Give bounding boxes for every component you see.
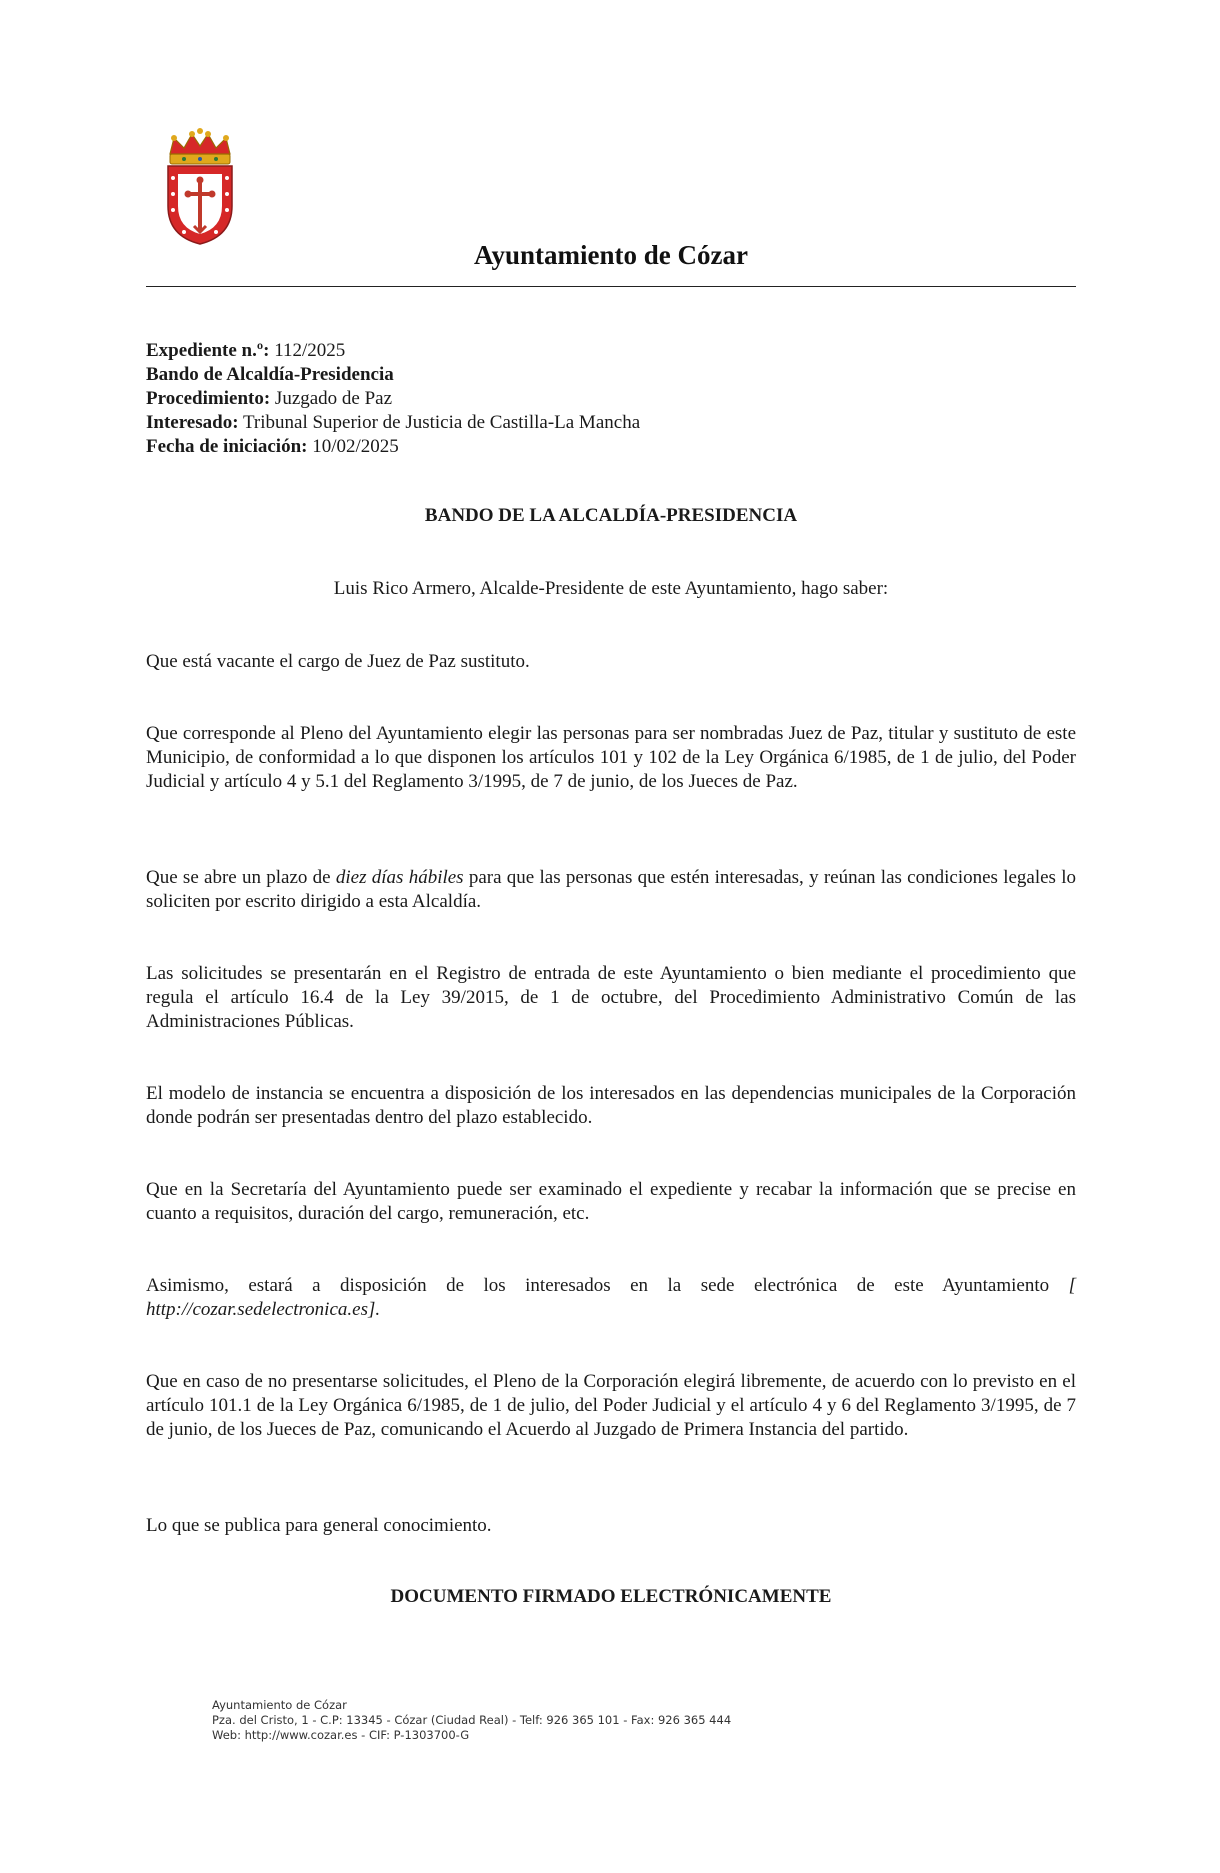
- paragraph-submission: Las solicitudes se presentarán en el Registro de entrada de este Ayuntamiento o bien mediante el procedimiento que regula el artículo 16.4 de la Ley 39/2015, de 1 de octubre, del Procedimiento Administrativo Común de las Administraciones Públicas.: [146, 963, 1076, 1032]
- expediente-label: Expediente n.º:: [146, 340, 270, 361]
- deadline-text-end: para que las personas que estén interesadas, y reúnan las condiciones legales lo soliciten por escrito dirigido a esta Alcaldía.: [146, 867, 1076, 912]
- interesado-value: Tribunal Superior de Justicia de Castilla-La Mancha: [242, 412, 641, 433]
- signature-notice: DOCUMENTO FIRMADO ELECTRÓNICAMENTE: [390, 1586, 832, 1607]
- shield-icon: [168, 166, 232, 244]
- paragraph-no-applications: Que en caso de no presentarse solicitudes, el Pleno de la Corporación elegirá libremente, de acuerdo con lo previsto en el artículo 101.1 de la Ley Orgánica 6/1985, de 1 de julio, del Poder Judicial y el artículo 4 y 6 del Reglamento 3/1995, de 7 de junio, de los Jueces de Paz, comunicando el Acuerdo al Juzgado de Primera Instancia del partido.: [146, 1371, 1076, 1440]
- fecha-label: Fecha de iniciación:: [146, 436, 308, 457]
- paragraph-form-model: El modelo de instancia se encuentra a disposición de los interesados en las dependencias municipales de la Corporación donde podrán ser presentadas dentro del plazo establecido.: [146, 1083, 1076, 1128]
- coat-of-arms-logo: [164, 128, 236, 246]
- case-metadata: [146, 339, 640, 459]
- deadline-emphasis: diez días hábiles: [335, 867, 464, 888]
- procedimiento-label: Procedimiento:: [146, 388, 271, 409]
- interesado-line: [146, 411, 640, 435]
- fecha-line: [146, 435, 640, 459]
- crown-icon: [170, 128, 230, 164]
- procedimiento-value: Juzgado de Paz: [274, 388, 393, 409]
- footer-web-cif: Web: http://www.cozar.es - CIF: P-1303700-G: [212, 1728, 470, 1742]
- expediente-value: 112/2025: [274, 340, 346, 361]
- e-office-link[interactable]: [ http://cozar.sedelectronica.es].: [146, 1275, 1076, 1320]
- paragraph-vacancy: Que está vacante el cargo de Juez de Paz sustituto.: [146, 651, 530, 672]
- paragraph-secretariat: Que en la Secretaría del Ayuntamiento puede ser examinado el expediente y recabar la información que se precise en cuanto a requisitos, duración del cargo, remuneración, etc.: [146, 1179, 1076, 1224]
- document-heading: BANDO DE LA ALCALDÍA-PRESIDENCIA: [424, 505, 798, 526]
- deadline-text-start: Que se abre un plazo de: [146, 867, 336, 888]
- paragraph-e-office: [146, 1274, 1076, 1322]
- fecha-value: 10/02/2025: [312, 436, 399, 457]
- paragraph-deadline: [146, 866, 1076, 914]
- e-office-text: Asimismo, estará a disposición de los interesados en la sede electrónica de este Ayuntamiento: [146, 1275, 1069, 1296]
- footer-org-name: Ayuntamiento de Cózar: [212, 1698, 347, 1712]
- intro-line: Luis Rico Armero, Alcalde-Presidente de este Ayuntamiento, hago saber:: [333, 578, 889, 599]
- expediente-line: [146, 339, 640, 363]
- bando-line: [146, 363, 640, 387]
- paragraph-legal-basis: Que corresponde al Pleno del Ayuntamiento elegir las personas para ser nombradas Juez de Paz, titular y sustituto de este Municipio, de conformidad a lo que disponen los artículos 101 y 102 de la Ley Orgánica 6/1985, de 1 de julio, del Poder Judicial y artículo 4 y 5.1 del Reglamento 3/1995, de 7 de junio, de los Jueces de Paz.: [146, 723, 1076, 792]
- bando-label: Bando de Alcaldía-Presidencia: [146, 364, 394, 385]
- paragraph-closing: Lo que se publica para general conocimiento.: [146, 1515, 492, 1536]
- organization-title: Ayuntamiento de Cózar: [474, 240, 748, 270]
- procedimiento-line: [146, 387, 640, 411]
- footer-address: Pza. del Cristo, 1 - C.P: 13345 - Cózar (Ciudad Real) - Telf: 926 365 101 - Fax: 926 365 444: [212, 1713, 732, 1727]
- interesado-label: Interesado:: [146, 412, 239, 433]
- header-divider: [146, 286, 1076, 287]
- page-footer: [212, 1698, 731, 1743]
